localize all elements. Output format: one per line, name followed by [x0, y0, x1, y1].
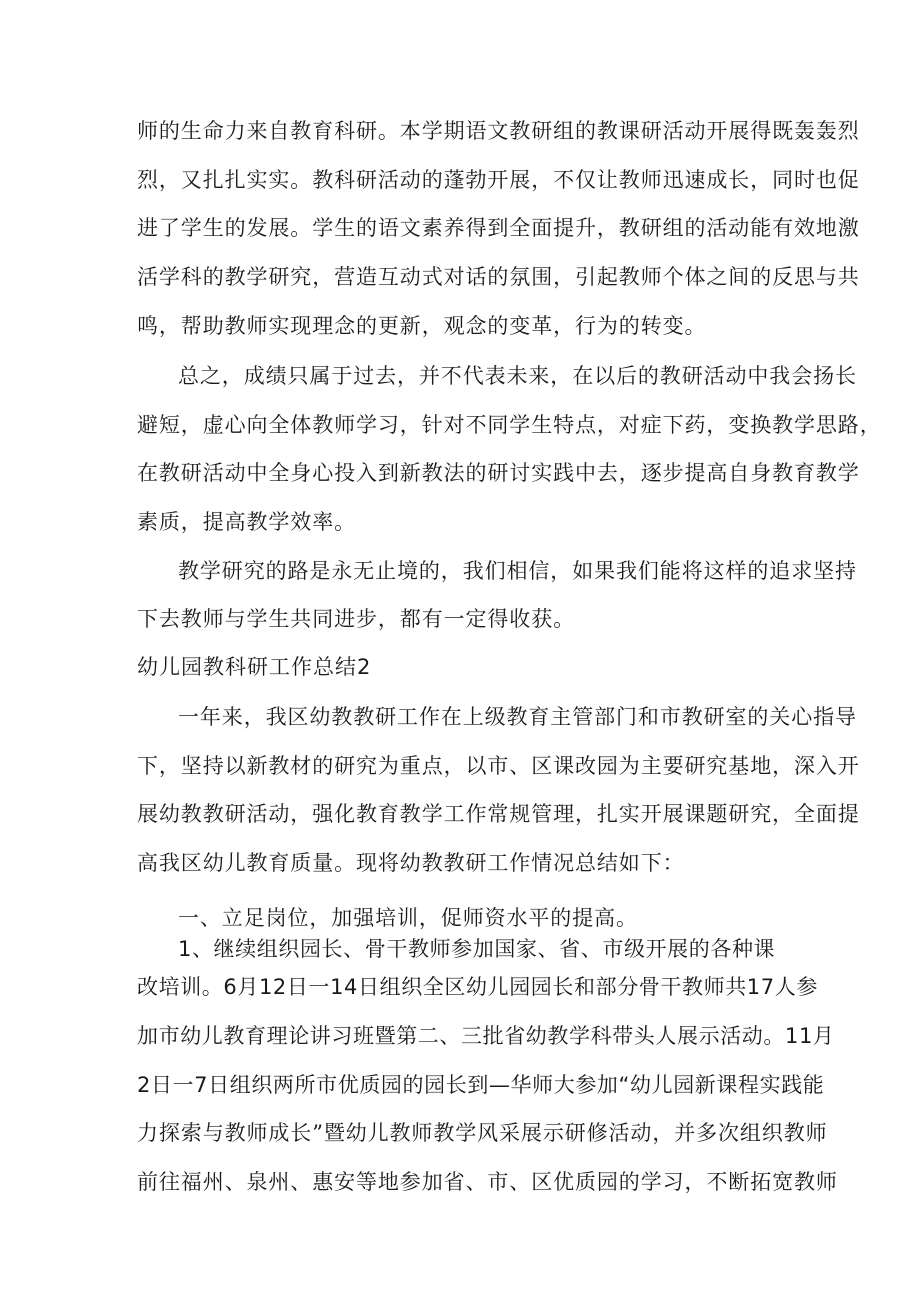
paragraph-line: 加市幼儿教育理论讲习班暨第二、三批省幼教学科带头人展示活动。11月 [137, 1024, 835, 1048]
paragraph-line: 1、继续组织园长、骨干教师参加国家、省、市级开展的各种课 [178, 937, 776, 961]
paragraph-line: 前往福州、泉州、惠安等地参加省、市、区优质园的学习，不断拓宽教师 [137, 1170, 838, 1194]
paragraph-line: 鸣，帮助教师实现理念的更新，观念的变革，行为的转变。 [137, 314, 707, 338]
paragraph-line: 总之，成绩只属于过去，并不代表未来，在以后的教研活动中我会扬长 [178, 364, 857, 388]
paragraph-line: 改培训。6月12日一14日组织全区幼儿园园长和部分骨干教师共17人参 [137, 975, 818, 999]
paragraph-line: 进了学生的发展。学生的语文素养得到全面提升，教研组的活动能有效地激 [137, 216, 860, 240]
paragraph-line: 师的生命力来自教育科研。本学期语文教研组的教课研活动开展得既轰轰烈 [137, 119, 860, 143]
paragraph-line: 烈，又扎扎实实。教科研活动的蓬勃开展，不仅让教师迅速成长，同时也促 [137, 168, 860, 192]
paragraph-line: 在教研活动中全身心投入到新教法的研讨实践中去，逐步提高自身教育教学 [137, 461, 860, 485]
paragraph-line: 展幼教教研活动，强化教育教学工作常规管理，扎实开展课题研究，全面提 [137, 802, 860, 826]
paragraph-line: 高我区幼儿教育质量。现将幼教教研工作情况总结如下： [137, 851, 685, 875]
paragraph-line: 一年来，我区幼教教研工作在上级教育主管部门和市教研室的关心指导 [178, 705, 857, 729]
paragraph-line: 教学研究的路是永无止境的，我们相信，如果我们能将这样的追求坚持 [178, 559, 857, 583]
paragraph-line: 下，坚持以新教材的研究为重点，以市、区课改园为主要研究基地，深入开 [137, 754, 860, 778]
paragraph-line: 素质，提高教学效率。 [137, 510, 356, 534]
subsection-heading: 一、立足岗位，加强培训，促师资水平的提高。 [178, 906, 638, 930]
paragraph-line: 2日一7日组织两所市优质园的园长到—华师大参加“幼儿园新课程实践能 [137, 1073, 825, 1097]
paragraph-line: 力探索与教师成长”暨幼儿教师教学风采展示研修活动，并多次组织教师 [137, 1121, 828, 1145]
paragraph-line: 避短，虚心向全体教师学习，针对不同学生特点，对症下药，变换教学思路， [137, 413, 882, 437]
section-heading: 幼儿园教科研工作总结2 [137, 655, 372, 679]
paragraph-line: 下去教师与学生共同进步，都有一定得收获。 [137, 607, 575, 631]
paragraph-line: 活学科的教学研究，营造互动式对话的氛围，引起教师个体之间的反思与共 [137, 265, 860, 289]
